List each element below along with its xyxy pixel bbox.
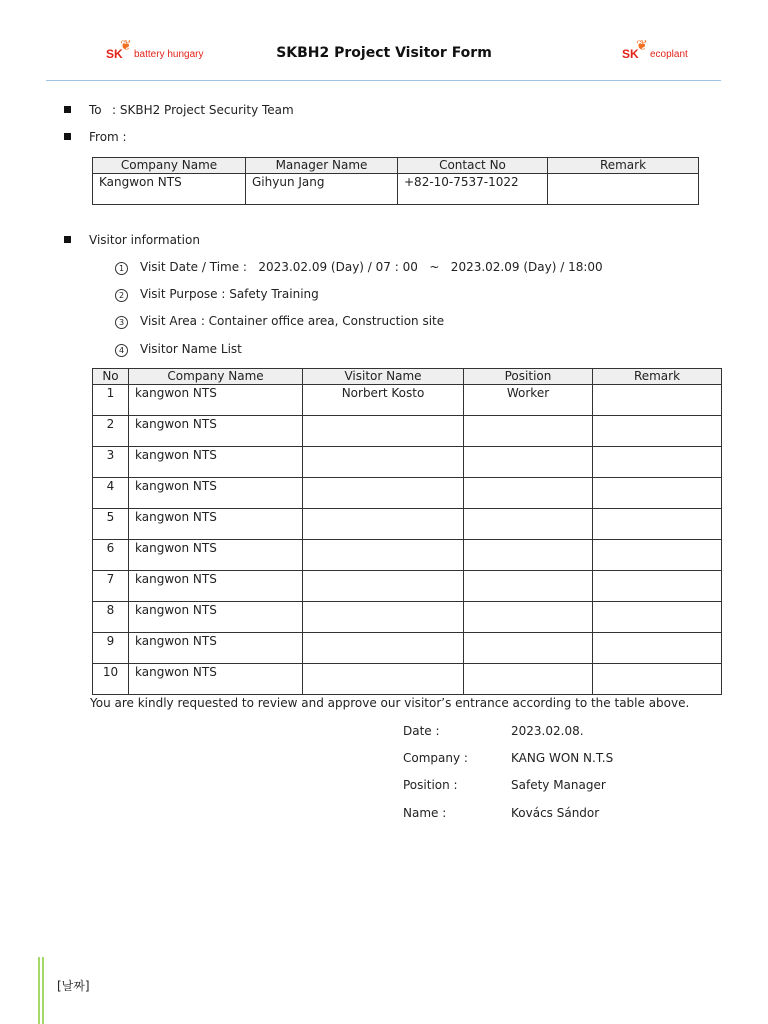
request-text: You are kindly requested to review and approve our visitor’s entrance according to the table above. (90, 696, 690, 710)
column-header: No (93, 369, 129, 385)
row-number-cell: 2 (93, 416, 129, 447)
contact-table-header (93, 158, 699, 174)
row-number-cell: 3 (93, 447, 129, 478)
sk-butterfly-icon: SK ❦ (106, 38, 132, 61)
circled-number: 4 (115, 344, 128, 357)
sk-ecoplant-logo (622, 38, 688, 61)
remark-cell (593, 664, 722, 695)
remark-cell (593, 509, 722, 540)
table-row (93, 478, 722, 509)
visitor-name-cell (303, 571, 464, 602)
position-cell (464, 540, 593, 571)
contact-table (92, 157, 699, 205)
position-cell (464, 509, 593, 540)
position-cell (464, 664, 593, 695)
column-header: Remark (593, 369, 722, 385)
table-row (93, 447, 722, 478)
date-value: 2023.02.08. (511, 724, 584, 738)
to-label: To (89, 103, 102, 117)
visitor-name-cell (303, 633, 464, 664)
square-bullet-icon (64, 106, 71, 113)
position-cell (464, 447, 593, 478)
position-cell (464, 602, 593, 633)
row-number-cell: 1 (93, 385, 129, 416)
name-value: Kovács Sándor (511, 806, 600, 820)
contact-no-cell: +82-10-7537-1022 (398, 174, 548, 205)
row-number-cell: 9 (93, 633, 129, 664)
header-divider (46, 80, 721, 81)
company-name-cell: kangwon NTS (129, 509, 303, 540)
company-name-cell: kangwon NTS (129, 571, 303, 602)
visitor-info-heading: Visitor information (89, 233, 200, 247)
position-value: Safety Manager (511, 778, 606, 792)
company-name-cell: kangwon NTS (129, 540, 303, 571)
table-row (93, 385, 722, 416)
position-cell (464, 478, 593, 509)
row-number-cell: 4 (93, 478, 129, 509)
manager-name-cell: Gihyun Jang (246, 174, 398, 205)
position-cell (464, 571, 593, 602)
contact-row (93, 174, 699, 205)
company-name-cell: kangwon NTS (129, 416, 303, 447)
row-number-cell: 5 (93, 509, 129, 540)
name-label: Name : (403, 806, 447, 820)
company-name-cell: kangwon NTS (129, 602, 303, 633)
table-row (93, 664, 722, 695)
remark-cell (593, 602, 722, 633)
company-name-cell: kangwon NTS (129, 664, 303, 695)
remark-cell (593, 385, 722, 416)
column-header: Manager Name (246, 158, 398, 174)
sk-butterfly-icon: SK ❦ (622, 38, 648, 61)
company-name-cell: kangwon NTS (129, 633, 303, 664)
logo-left-subtitle: battery hungary (134, 48, 204, 60)
row-number-cell: 8 (93, 602, 129, 633)
table-row (93, 416, 722, 447)
company-name-cell: kangwon NTS (129, 385, 303, 416)
visitor-name-cell (303, 540, 464, 571)
visit-date-time: Visit Date / Time : 2023.02.09 (Day) / 07 : 00 ~ 2023.02.09 (Day) / 18:00 (140, 260, 603, 274)
page-title: SKBH2 Project Visitor Form (276, 45, 492, 61)
visitor-name-cell (303, 664, 464, 695)
visitor-name-cell (303, 509, 464, 540)
row-number-cell: 10 (93, 664, 129, 695)
table-row (93, 602, 722, 633)
remark-cell (593, 478, 722, 509)
visitor-name-list-label: Visitor Name List (140, 342, 242, 356)
company-name-cell: kangwon NTS (129, 478, 303, 509)
column-header: Company Name (93, 158, 246, 174)
logo-right-subtitle: ecoplant (650, 48, 688, 60)
visitor-name-cell (303, 416, 464, 447)
from-label: From : (89, 130, 127, 144)
visitor-name-cell: Norbert Kosto (303, 385, 464, 416)
footer-accent-bars (38, 957, 46, 1024)
logo-right-brand: SK (622, 47, 639, 61)
company-name-cell: kangwon NTS (129, 447, 303, 478)
visitor-name-cell (303, 602, 464, 633)
row-number-cell: 7 (93, 571, 129, 602)
table-row (93, 540, 722, 571)
remark-cell (593, 540, 722, 571)
position-cell: Worker (464, 385, 593, 416)
visitor-table (92, 368, 722, 695)
position-label: Position : (403, 778, 458, 792)
logo-left-brand: SK (106, 47, 123, 61)
column-header: Contact No (398, 158, 548, 174)
company-name-cell: Kangwon NTS (93, 174, 246, 205)
table-row (93, 633, 722, 664)
column-header: Remark (548, 158, 699, 174)
date-label: Date : (403, 724, 440, 738)
to-value: : SKBH2 Project Security Team (112, 103, 294, 117)
remark-cell (593, 447, 722, 478)
circled-number: 2 (115, 289, 128, 302)
visit-area: Visit Area : Container office area, Construction site (140, 314, 445, 328)
remark-cell (548, 174, 699, 205)
column-header: Position (464, 369, 593, 385)
visit-purpose: Visit Purpose : Safety Training (140, 287, 319, 301)
remark-cell (593, 571, 722, 602)
visitor-table-header (93, 369, 722, 385)
remark-cell (593, 416, 722, 447)
company-label: Company : (403, 751, 468, 765)
circled-number: 3 (115, 316, 128, 329)
column-header: Visitor Name (303, 369, 464, 385)
position-cell (464, 633, 593, 664)
visitor-name-cell (303, 447, 464, 478)
column-header: Company Name (129, 369, 303, 385)
table-row (93, 571, 722, 602)
remark-cell (593, 633, 722, 664)
company-value: KANG WON N.T.S (511, 751, 614, 765)
footer-date-tag: [날짜] (57, 979, 90, 993)
square-bullet-icon (64, 133, 71, 140)
square-bullet-icon (64, 236, 71, 243)
circled-number: 1 (115, 262, 128, 275)
visitor-name-cell (303, 478, 464, 509)
position-cell (464, 416, 593, 447)
row-number-cell: 6 (93, 540, 129, 571)
table-row (93, 509, 722, 540)
